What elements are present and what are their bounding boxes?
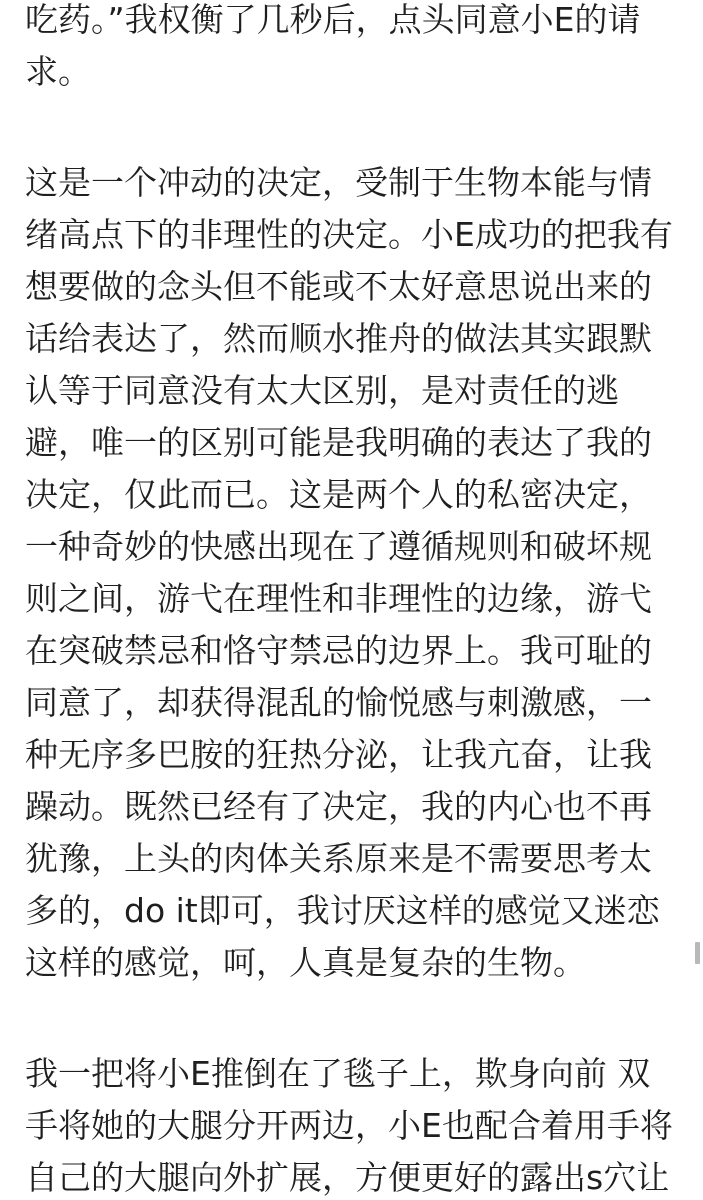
text-line: 多的，do it即可，我讨厌这样的感觉又迷恋	[25, 891, 660, 930]
scrollbar-thumb[interactable]	[695, 942, 700, 964]
text-line: 犹豫，上头的肉体关系原来是不需要思考太	[25, 839, 652, 878]
text-line: 吃药。”我权衡了几秒后，点头同意小E的请	[25, 0, 641, 39]
text-line: 手将她的大腿分开两边，小E也配合着用手将	[25, 1106, 673, 1145]
text-line: 想要做的念头但不能或不太好意思说出来的	[25, 267, 652, 306]
text-line: 话给表达了，然而顺水推舟的做法其实跟默	[25, 319, 652, 358]
text-line: 认等于同意没有太大区别，是对责任的逃	[25, 371, 619, 410]
text-line: 避，唯一的区别可能是我明确的表达了我的	[25, 423, 652, 462]
text-line: 在突破禁忌和恪守禁忌的边界上。我可耻的	[25, 631, 652, 670]
text-line: 这样的感觉，呵，人真是复杂的生物。	[25, 943, 586, 982]
text-line: 求。	[25, 52, 91, 91]
text-line: 我一把将小E推倒在了毯子上，欺身向前 双	[25, 1054, 651, 1093]
text-line: 这是一个冲动的决定，受制于生物本能与情	[25, 163, 652, 202]
text-line: 自己的大腿向外扩展，方便更好的露出s穴让	[25, 1158, 670, 1197]
text-line: 则之间，游弋在理性和非理性的边缘，游弋	[25, 579, 652, 618]
text-line: 决定，仅此而已。这是两个人的私密决定，	[25, 475, 652, 514]
text-line: 一种奇妙的快感出现在了遵循规则和破坏规	[25, 527, 652, 566]
text-line: 种无序多巴胺的狂热分泌，让我亢奋，让我	[25, 735, 652, 774]
text-line: 躁动。既然已经有了决定，我的内心也不再	[25, 787, 652, 826]
text-line: 绪高点下的非理性的决定。小E成功的把我有	[25, 215, 673, 254]
text-line: 同意了，却获得混乱的愉悦感与刺激感，一	[25, 683, 652, 722]
